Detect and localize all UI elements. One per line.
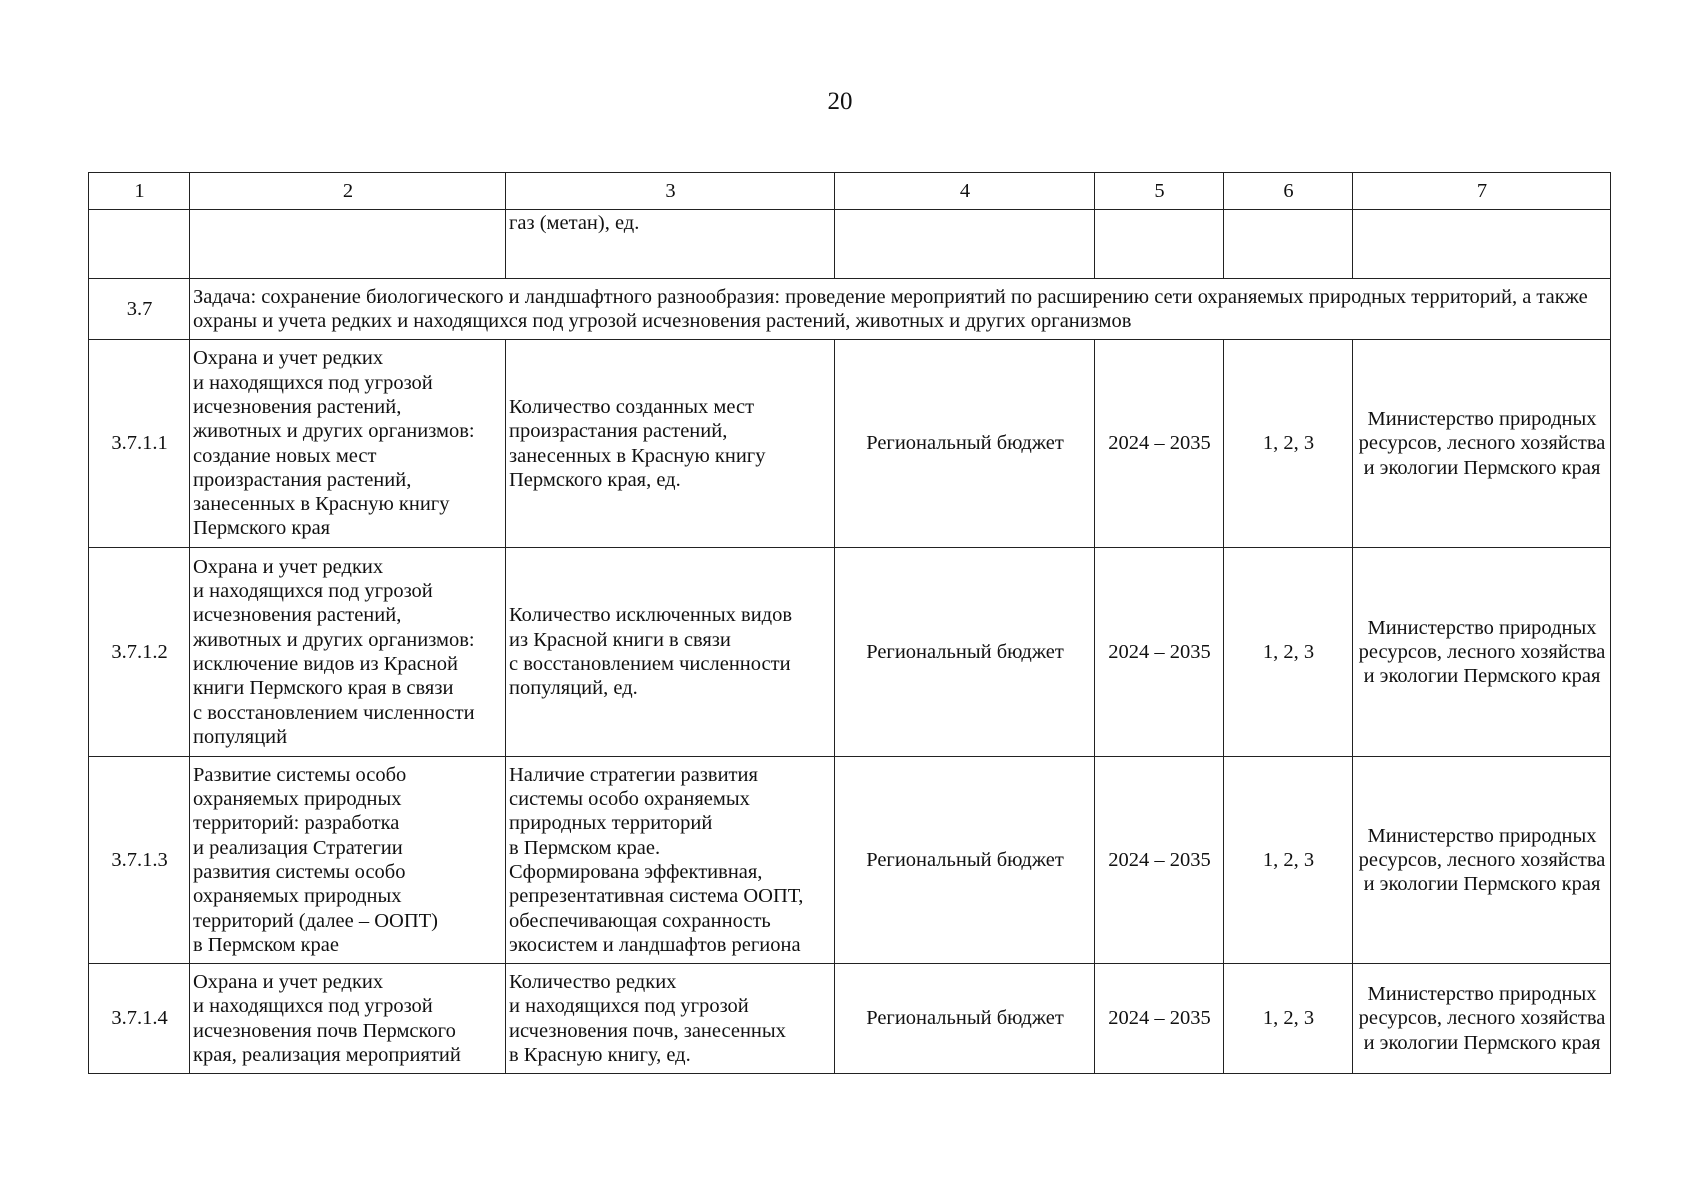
- continuation-row: [89, 210, 1611, 279]
- indicator-cell: Количество редких и находящихся под угрозой исчезновения почв, занесенных в Красную книгу, ед.: [506, 964, 835, 1074]
- source-cell: Региональный бюджет: [835, 340, 1095, 548]
- header-cell-6: 6: [1224, 173, 1353, 210]
- cont-cell-1: [89, 210, 190, 279]
- measure-cell: Охрана и учет редких и находящихся под угрозой исчезновения растений, животных и других организмов: создание новых мест произрастания растений, занесенных в Красную книгу Пермского края: [190, 340, 506, 548]
- period-cell: 2024 – 2035: [1095, 340, 1224, 548]
- indicator-cell: Количество исключенных видов из Красной книги в связи с восстановлением численности популяций, ед.: [506, 548, 835, 757]
- row-number: 3.7.1.3: [89, 757, 190, 964]
- executor-cell: Министерство природных ресурсов, лесного хозяйства и экологии Пермского края: [1353, 964, 1611, 1074]
- header-cell-2: 2: [190, 173, 506, 210]
- measure-cell: Охрана и учет редких и находящихся под угрозой исчезновения почв Пермского края, реализация мероприятий: [190, 964, 506, 1074]
- indicator-cell: Наличие стратегии развития системы особо охраняемых природных территорий в Пермском крае. Сформирована эффективная, репрезентативная система ООПТ, обеспечивающая сохранность экосистем и ландшафтов региона: [506, 757, 835, 964]
- row-number: 3.7.1.1: [89, 340, 190, 548]
- period-cell: 2024 – 2035: [1095, 964, 1224, 1074]
- cont-cell-4: [835, 210, 1095, 279]
- executor-cell: Министерство природных ресурсов, лесного хозяйства и экологии Пермского края: [1353, 340, 1611, 548]
- executor-cell: Министерство природных ресурсов, лесного хозяйства и экологии Пермского края: [1353, 757, 1611, 964]
- row-number: 3.7.1.2: [89, 548, 190, 757]
- codes-cell: 1, 2, 3: [1224, 340, 1353, 548]
- cont-cell-2: [190, 210, 506, 279]
- cont-cell-3: газ (метан), ед.: [506, 210, 835, 279]
- source-cell: Региональный бюджет: [835, 964, 1095, 1074]
- period-cell: 2024 – 2035: [1095, 757, 1224, 964]
- task-text: Задача: сохранение биологического и ландшафтного разнообразия: проведение мероприятий по расширению сети охраняемых природных территорий, а также охраны и учета редких и находящихся под угрозой исчезновения растений, животных и других организмов: [190, 279, 1611, 340]
- period-cell: 2024 – 2035: [1095, 548, 1224, 757]
- codes-cell: 1, 2, 3: [1224, 548, 1353, 757]
- codes-cell: 1, 2, 3: [1224, 757, 1353, 964]
- codes-cell: 1, 2, 3: [1224, 964, 1353, 1074]
- cont-cell-6: [1224, 210, 1353, 279]
- table-row: [89, 548, 1611, 757]
- cont-cell-5: [1095, 210, 1224, 279]
- header-cell-4: 4: [835, 173, 1095, 210]
- indicator-cell: Количество созданных мест произрастания растений, занесенных в Красную книгу Пермского края, ед.: [506, 340, 835, 548]
- header-cell-1: 1: [89, 173, 190, 210]
- table-row: [89, 757, 1611, 964]
- header-row: [89, 173, 1611, 210]
- header-cell-7: 7: [1353, 173, 1611, 210]
- row-number: 3.7.1.4: [89, 964, 190, 1074]
- measures-table: [88, 172, 1611, 1074]
- header-cell-5: 5: [1095, 173, 1224, 210]
- table-row: [89, 964, 1611, 1074]
- table-row: [89, 340, 1611, 548]
- executor-cell: Министерство природных ресурсов, лесного хозяйства и экологии Пермского края: [1353, 548, 1611, 757]
- header-cell-3: 3: [506, 173, 835, 210]
- source-cell: Региональный бюджет: [835, 757, 1095, 964]
- task-row: [89, 279, 1611, 340]
- page-number: 20: [827, 88, 853, 115]
- task-number: 3.7: [89, 279, 190, 340]
- cont-cell-7: [1353, 210, 1611, 279]
- source-cell: Региональный бюджет: [835, 548, 1095, 757]
- measure-cell: Развитие системы особо охраняемых природных территорий: разработка и реализация Стратегии развития системы особо охраняемых природных территорий (далее – ООПТ) в Пермском крае: [190, 757, 506, 964]
- measure-cell: Охрана и учет редких и находящихся под угрозой исчезновения растений, животных и других организмов: исключение видов из Красной книги Пермского края в связи с восстановлением численности популяций: [190, 548, 506, 757]
